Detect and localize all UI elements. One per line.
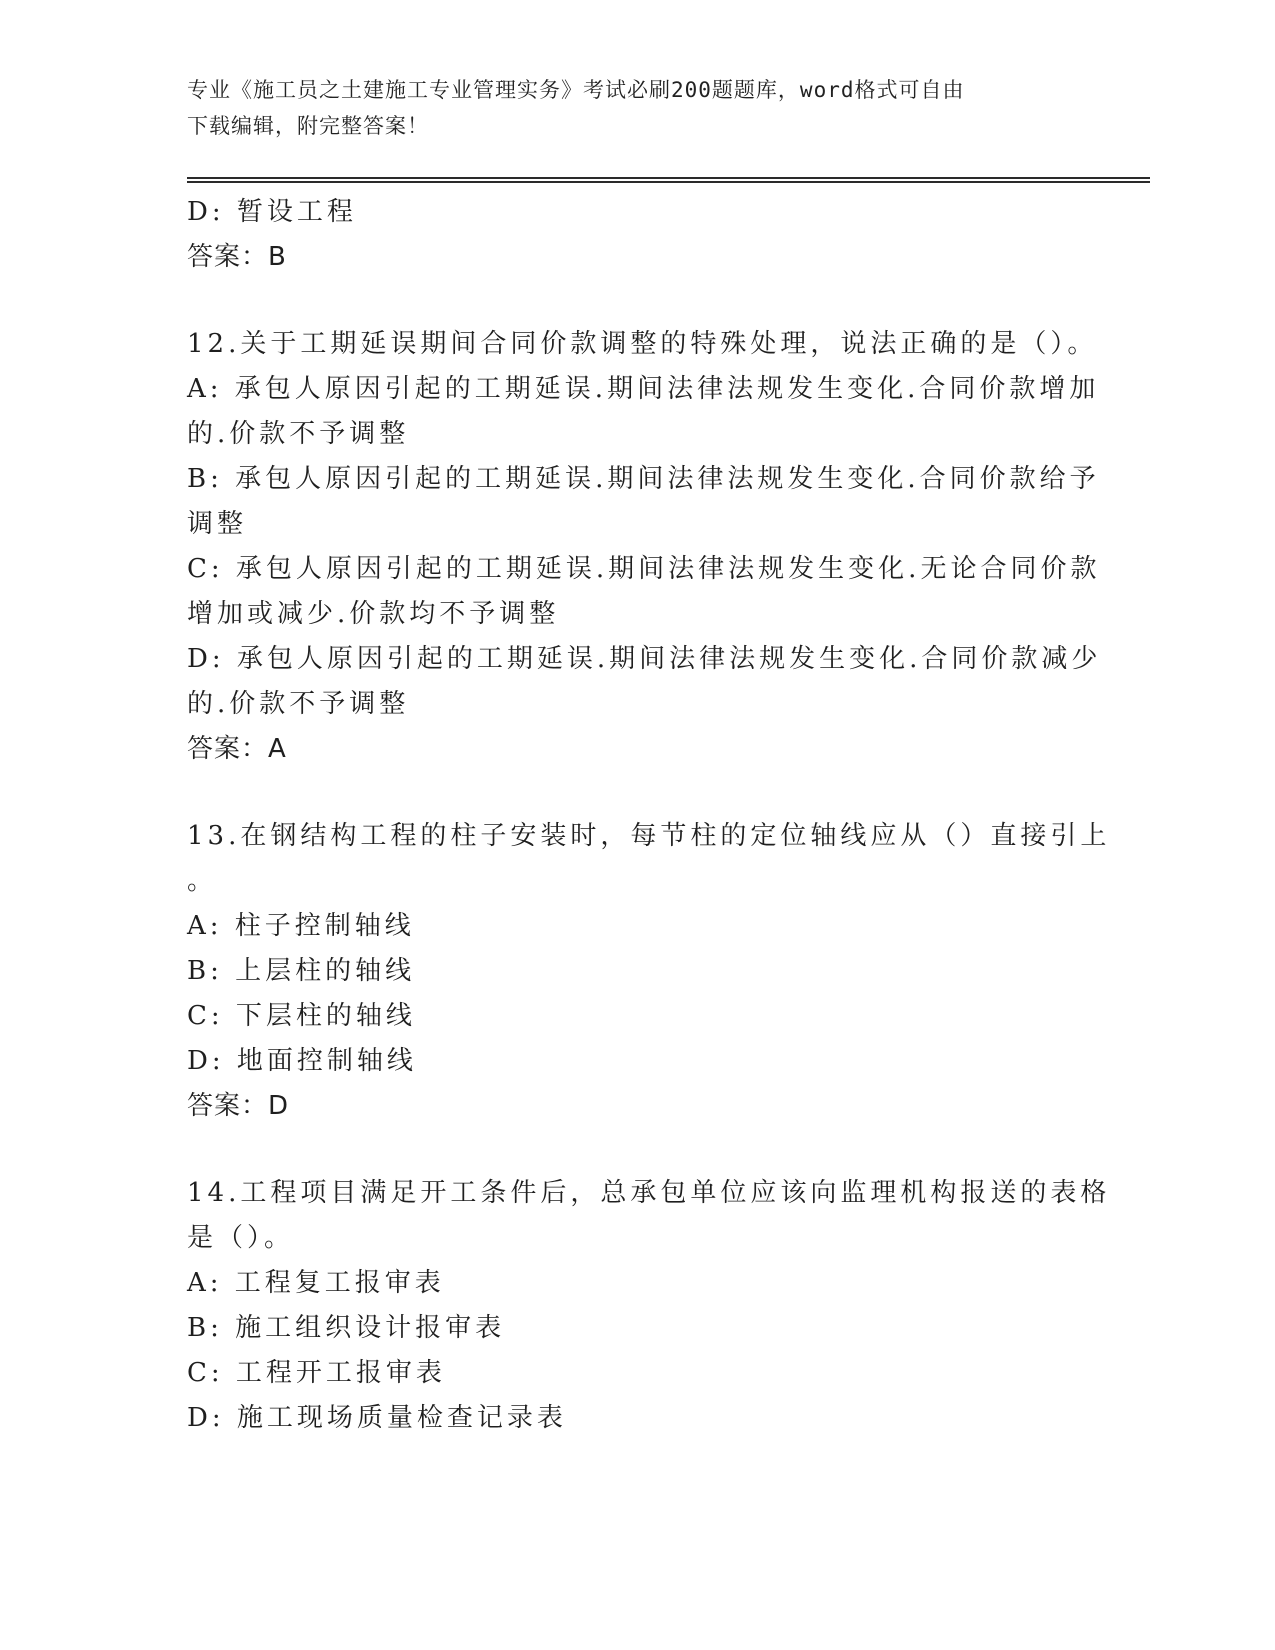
question-14-option-c: C: 工程开工报审表 bbox=[187, 1358, 446, 1388]
document-body bbox=[187, 190, 1111, 1441]
question-12-option-b: B: 承包人原因引起的工期延误.期间法律法规发生变化.合同价款给予 bbox=[187, 464, 1100, 494]
option-d: D: 暂设工程 bbox=[187, 197, 357, 227]
question-13-option-d: D: 地面控制轴线 bbox=[187, 1046, 417, 1076]
header-line-2: 下载编辑，附完整答案！ bbox=[187, 114, 429, 138]
question-13-stem-cont: 。 bbox=[187, 866, 218, 896]
question-14-option-d: D: 施工现场质量检查记录表 bbox=[187, 1403, 567, 1433]
question-14-stem: 14.工程项目满足开工条件后，总承包单位应该向监理机构报送的表格 bbox=[187, 1178, 1111, 1208]
question-13-option-b: B: 上层柱的轴线 bbox=[187, 956, 416, 986]
question-12-option-b-cont: 调整 bbox=[187, 509, 248, 539]
question-14-option-a: A: 工程复工报审表 bbox=[187, 1268, 445, 1298]
question-12-option-a-cont: 的.价款不予调整 bbox=[187, 419, 410, 449]
question-12-option-a: A: 承包人原因引起的工期延误.期间法律法规发生变化.合同价款增加 bbox=[187, 374, 1100, 404]
question-13-option-a: A: 柱子控制轴线 bbox=[187, 911, 415, 941]
header-divider-top bbox=[187, 177, 1150, 179]
question-13-answer: 答案：D bbox=[187, 1091, 290, 1121]
question-13-option-c: C: 下层柱的轴线 bbox=[187, 1001, 416, 1031]
header-line-1: 专业《施工员之土建施工专业管理实务》考试必刷200题题库，word格式可自由 bbox=[187, 78, 965, 102]
question-12-option-d-cont: 的.价款不予调整 bbox=[187, 689, 410, 719]
spacer bbox=[187, 1129, 1087, 1171]
spacer bbox=[187, 280, 1087, 322]
question-14-stem-cont: 是（）。 bbox=[187, 1223, 295, 1253]
question-12-option-c-cont: 增加或减少.价款均不予调整 bbox=[187, 599, 560, 629]
answer: 答案：B bbox=[187, 242, 287, 272]
question-12-stem: 12.关于工期延误期间合同价款调整的特殊处理，说法正确的是（）。 bbox=[187, 329, 1098, 359]
header-divider-bottom bbox=[187, 181, 1150, 183]
question-12-answer: 答案：A bbox=[187, 734, 287, 764]
question-12-option-c: C: 承包人原因引起的工期延误.期间法律法规发生变化.无论合同价款 bbox=[187, 554, 1101, 584]
spacer bbox=[187, 772, 1087, 814]
question-13-stem: 13.在钢结构工程的柱子安装时，每节柱的定位轴线应从（）直接引上 bbox=[187, 821, 1111, 851]
page-header bbox=[187, 72, 1067, 144]
question-12-option-d: D: 承包人原因引起的工期延误.期间法律法规发生变化.合同价款减少 bbox=[187, 644, 1102, 674]
question-14-option-b: B: 施工组织设计报审表 bbox=[187, 1313, 506, 1343]
